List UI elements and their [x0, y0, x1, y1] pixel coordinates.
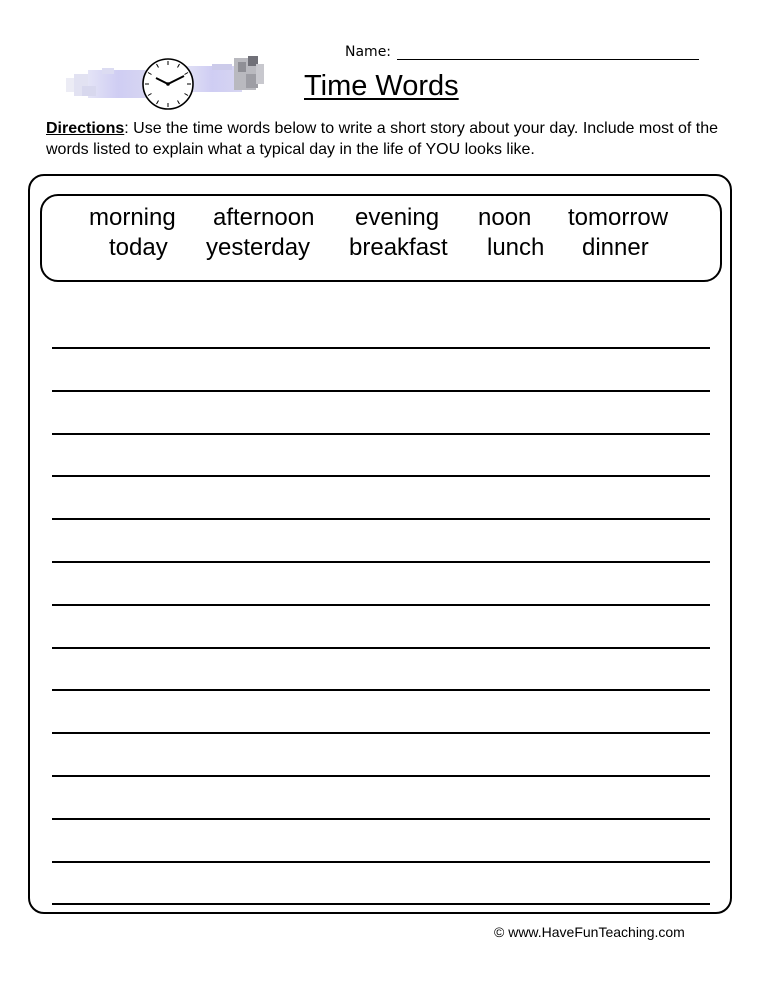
writing-line[interactable] — [52, 390, 710, 392]
word-bank-item: yesterday — [206, 234, 311, 261]
writing-line[interactable] — [52, 561, 710, 563]
writing-line[interactable] — [52, 689, 710, 691]
writing-line[interactable] — [52, 475, 710, 477]
writing-line[interactable] — [52, 518, 710, 520]
writing-line[interactable] — [52, 604, 710, 606]
word-bank-item: afternoon — [213, 204, 315, 231]
writing-line[interactable] — [52, 347, 710, 349]
directions-label: Directions — [46, 120, 125, 137]
clock-banner-icon — [62, 52, 277, 112]
name-label: Name: — [345, 44, 392, 60]
writing-line[interactable] — [52, 433, 710, 435]
word-bank-item: noon — [478, 204, 532, 231]
word-bank-item: lunch — [487, 234, 545, 261]
word-bank-item: breakfast — [349, 234, 448, 261]
copyright-footer: © www.HaveFunTeaching.com — [494, 924, 685, 940]
writing-line[interactable] — [52, 861, 710, 863]
directions-paragraph — [46, 118, 736, 160]
word-bank-item: dinner — [582, 234, 649, 261]
writing-line[interactable] — [52, 903, 710, 905]
directions-text: : Use the time words below to write a short story about your day. Include most of the words listed to explain what a typical day in the life of YOU looks like. — [46, 120, 719, 158]
name-blank-line[interactable] — [397, 45, 699, 60]
page-title: Time Words — [304, 70, 459, 102]
writing-line[interactable] — [52, 818, 710, 820]
name-field — [345, 44, 699, 60]
writing-line[interactable] — [52, 647, 710, 649]
word-bank-item: evening — [355, 204, 440, 231]
word-bank-item: tomorrow — [568, 204, 669, 231]
word-bank-item: today — [109, 234, 168, 261]
word-bank-item: morning — [89, 204, 176, 231]
writing-line[interactable] — [52, 775, 710, 777]
writing-area-frame — [28, 174, 732, 914]
writing-line[interactable] — [52, 732, 710, 734]
